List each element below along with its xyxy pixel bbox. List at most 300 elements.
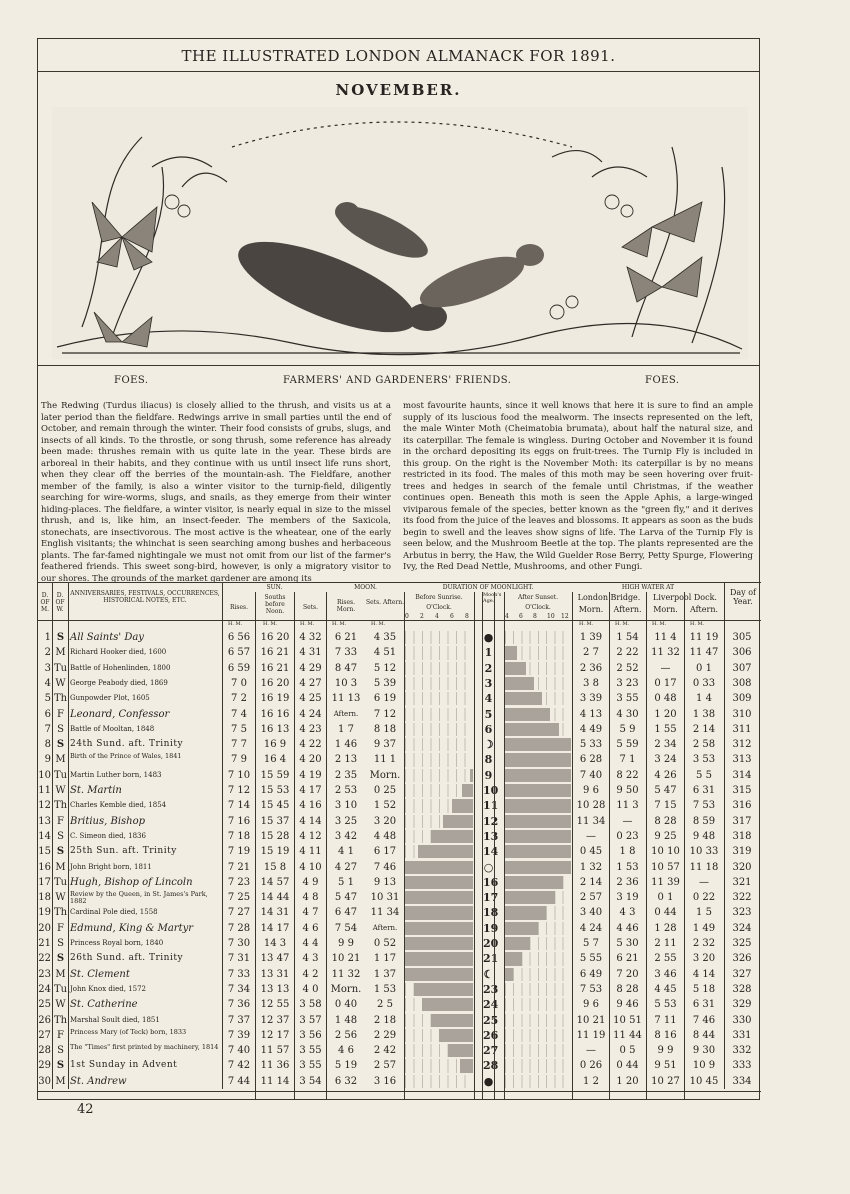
article-right-text: most favourite haunts, since it well knows that here it is sure to find an ample supply of its luscious food the mealworm. The insects represented on the left, the male Winter Moth (Cheimatobia brumata), about half the natural size, and its caterpillar. The female is wingless. During October and November it is found in the orchard depositing its eggs on fruit-trees. The Turnip Fly is included in this group. On the right is the November Moth: its caterpillar is by no means restricted in its food. The males of this moth may be seen hovering over fruit-trees and hedges in search of the female until Christmas, if the weather continues open. Beneath this moth is seen the Apple Aphis, a large-winged viviparous female of the species, better known as the "green fly," and it derives its food from the juice of the leaves and blossoms. It appears as soon as the buds begin to swell and the leaves show signs of life. The Larva of the Turnip Fly is seen below, and the Mushroom Beetle at the top. The plants represented are the Arbutus in berry, the Haw, the Wild Guelder Rose Berry, Petty Spurge, Flowering Ivy, the Red Dead Nettle, Mushrooms, and other Fungi.: [403, 401, 753, 572]
day-of-month: 19: [38, 907, 51, 919]
day-of-week: Th: [53, 907, 68, 919]
moon-rises: 2 13: [334, 754, 358, 766]
article-column-left: [41, 401, 391, 585]
liverpool-aftern: 3 20: [692, 953, 716, 965]
sun-rises: 7 25: [227, 892, 251, 904]
liverpool-morn: 3 24: [654, 754, 677, 766]
day-of-year: 315: [732, 785, 752, 796]
moonlight-grid-before: [405, 646, 473, 659]
day-of-month: 10: [38, 769, 51, 781]
day-of-month: 11: [38, 785, 51, 796]
moonlight-after-bar: [505, 738, 571, 751]
column-rule: [68, 582, 69, 1089]
unit-label: H. M.: [579, 621, 594, 627]
london-bridge-morn: 2 7: [583, 647, 599, 659]
day-of-week: W: [55, 999, 66, 1011]
caption-foes-right: FOES.: [645, 375, 680, 386]
liverpool-aftern: 6 31: [692, 999, 716, 1011]
day-of-month: 12: [38, 800, 51, 812]
sun-rises: 7 33: [227, 968, 251, 980]
liverpool-aftern: 11 18: [689, 861, 719, 873]
moon-sets: 7 12: [373, 708, 397, 720]
day-of-week: Tu: [53, 769, 68, 781]
london-bridge-morn: 3 40: [579, 907, 603, 919]
moon-sets: 6 17: [373, 846, 397, 858]
header-rule: [38, 71, 759, 72]
moon-age: 10: [483, 784, 499, 797]
london-bridge-aftern: 4 30: [616, 708, 639, 720]
anniversary: Edmund, King & Martyr: [70, 922, 194, 934]
london-bridge-morn: 4 49: [579, 723, 603, 735]
day-of-week: M: [55, 968, 66, 980]
moon-rises: 6 47: [334, 907, 358, 919]
th-lb-morn: Morn.: [578, 605, 604, 614]
tick-label: 0: [405, 613, 409, 620]
anniversary: Gunpowder Plot, 1605: [70, 694, 150, 703]
moonlight-grid-before: [405, 738, 473, 751]
th-oclock-after: O'Clock.: [525, 604, 551, 611]
moon-rises: 11 13: [331, 693, 361, 705]
day-of-year: 313: [732, 754, 752, 766]
moonlight-before-bar: [431, 830, 474, 843]
tick-label: 8: [533, 613, 537, 620]
moon-age: 16: [483, 875, 499, 889]
anniversary: Marshal Soult died, 1851: [70, 1015, 160, 1024]
liverpool-aftern: 6 31: [692, 785, 716, 796]
th-ld-morn: Morn.: [653, 605, 678, 614]
london-bridge-morn: 11 34: [576, 815, 606, 827]
moon-rises: 4 27: [334, 861, 358, 873]
caption-foes-left: FOES.: [114, 375, 149, 386]
moon-age: ☽: [483, 738, 494, 752]
day-of-week: Th: [53, 1014, 68, 1026]
london-bridge-aftern: 0 23: [616, 830, 639, 842]
liverpool-aftern: 5 18: [692, 983, 716, 995]
sun-rises: 6 59: [227, 662, 251, 674]
liverpool-morn: 0 17: [654, 677, 677, 689]
unit-label: H. M.: [300, 621, 315, 627]
liverpool-morn: 9 9: [657, 1045, 674, 1057]
sun-sets: 4 31: [299, 647, 322, 659]
london-bridge-aftern: 1 54: [616, 632, 639, 643]
sun-sets: 4 7: [302, 907, 319, 919]
sun-sets: 4 6: [302, 922, 319, 934]
moonlight-after-bar: [505, 937, 530, 950]
moon-age: 21: [483, 952, 499, 966]
moon-sets: 4 35: [373, 632, 397, 643]
th-oclock-before: O'Clock.: [426, 604, 452, 611]
th-moon: MOON.: [354, 584, 377, 591]
london-bridge-aftern: 7 1: [619, 754, 636, 766]
day-of-month: 9: [44, 754, 51, 766]
moonlight-grid-after: [505, 983, 571, 996]
column-rule: [52, 582, 53, 1089]
moonlight-before-bar: [405, 861, 473, 874]
moon-sets: 0 52: [373, 938, 397, 949]
moonlight-after-bar: [505, 815, 571, 828]
anniversary: C. Simeon died, 1836: [70, 831, 146, 840]
column-rule: [494, 592, 495, 1099]
day-of-week: S: [57, 938, 64, 949]
liverpool-aftern: 10 9: [692, 1060, 716, 1072]
moonlight-before-bar: [414, 983, 474, 996]
column-rule: [684, 592, 685, 1099]
anniversary: 26th Sund. aft. Trinity: [70, 953, 184, 964]
liverpool-aftern: 3 53: [692, 754, 716, 766]
sun-rises: 7 18: [227, 830, 251, 842]
moonlight-grid-before: [405, 631, 473, 644]
moon-sets: 0 25: [373, 785, 397, 796]
anniversary: 24th Sund. aft. Trinity: [70, 739, 184, 750]
day-of-week: S: [57, 830, 64, 842]
table-row: [38, 661, 761, 676]
london-bridge-morn: 4 24: [579, 922, 603, 934]
day-of-week: S: [56, 953, 65, 965]
moon-age: 17: [483, 891, 499, 905]
moonlight-before-bar: [431, 1014, 474, 1027]
day-of-year: 318: [732, 830, 752, 842]
th-day-of-month: D. OF M.: [40, 592, 50, 613]
moon-sets: 11 34: [370, 907, 400, 919]
caption-friends: FARMERS' AND GARDENERS' FRIENDS.: [283, 375, 512, 386]
moonlight-grid-after: [505, 998, 571, 1011]
sun-souths: 14 31: [260, 907, 290, 919]
page-header: THE ILLUSTRATED LONDON ALMANACK FOR 1891.: [181, 47, 616, 65]
day-of-year: 327: [732, 968, 752, 980]
london-bridge-aftern: 2 36: [616, 876, 639, 888]
london-bridge-aftern: 4 46: [616, 922, 639, 934]
moonlight-grid-before: [405, 723, 473, 736]
day-of-month: 20: [38, 922, 51, 934]
moon-rises: 3 10: [334, 800, 358, 812]
moonlight-before-bar: [422, 998, 473, 1011]
liverpool-morn: 4 26: [654, 769, 677, 781]
sun-souths: 13 31: [260, 968, 290, 980]
liverpool-aftern: 9 48: [692, 830, 716, 842]
moon-age: 19: [483, 921, 499, 935]
anniversary: 1st Sunday in Advent: [70, 1060, 178, 1071]
th-sun-souths: Souths before Noon.: [264, 594, 286, 615]
sun-sets: 4 16: [299, 800, 322, 812]
th-moonlight: DURATION OF MOONLIGHT.: [442, 584, 534, 591]
anniversary: Princess Mary (of Teck) born, 1833: [70, 1027, 187, 1036]
moon-rises: 10 3: [334, 677, 358, 689]
day-of-year: 322: [732, 892, 752, 904]
day-of-week: Th: [53, 693, 68, 705]
london-bridge-morn: 11 19: [576, 1029, 606, 1041]
sun-souths: 14 17: [260, 922, 290, 934]
table-row: [38, 936, 761, 951]
day-of-month: 21: [38, 938, 51, 949]
sun-rises: 7 39: [227, 1029, 251, 1041]
moonlight-grid-after: [505, 1059, 571, 1072]
moonlight-after-bar: [505, 952, 522, 965]
liverpool-aftern: 11 19: [689, 632, 719, 643]
day-of-year: 331: [732, 1029, 752, 1041]
moonlight-after-bar: [505, 784, 571, 797]
moon-rises: Aftern.: [333, 709, 359, 718]
liverpool-morn: 7 15: [654, 800, 677, 812]
tick-label: 4: [435, 613, 439, 620]
london-bridge-aftern: 5 59: [616, 739, 639, 751]
moonlight-grid-after: [505, 968, 571, 981]
liverpool-aftern: 1 49: [692, 922, 716, 934]
liverpool-aftern: 7 46: [692, 1014, 716, 1026]
day-of-month: 2: [44, 647, 51, 659]
unit-label: H. M.: [615, 621, 630, 627]
birds-insects-illustration: [52, 107, 748, 359]
table-row: [38, 1043, 761, 1058]
tick-label: 6: [519, 613, 523, 620]
day-of-week: S: [56, 739, 65, 751]
day-of-month: 28: [38, 1045, 51, 1057]
sun-sets: 4 2: [302, 968, 319, 980]
london-bridge-morn: 5 33: [579, 739, 603, 751]
moonlight-before-bar: [405, 891, 473, 904]
day-of-week: M: [55, 861, 66, 873]
day-of-week: F: [57, 1029, 64, 1041]
moon-rises: 1 46: [334, 739, 358, 751]
liverpool-aftern: 8 59: [692, 815, 716, 827]
day-of-month: 3: [44, 662, 51, 674]
table-row: [38, 875, 761, 890]
moon-sets: 1 37: [373, 968, 397, 980]
anniversary: Britius, Bishop: [70, 815, 146, 827]
liverpool-morn: 3 46: [654, 968, 677, 980]
moon-sets: 5 39: [373, 677, 397, 689]
london-bridge-aftern: 8 28: [616, 983, 639, 995]
table-row: [38, 890, 761, 905]
sun-souths: 16 4: [263, 754, 287, 766]
sun-rises: 7 19: [227, 846, 251, 858]
london-bridge-morn: 6 49: [579, 968, 603, 980]
moonlight-grid-before: [405, 692, 473, 705]
moon-rises: Morn.: [330, 983, 362, 995]
sun-sets: 4 14: [299, 815, 322, 827]
day-of-week: M: [55, 754, 66, 766]
moon-age: 11: [483, 799, 499, 813]
moon-sets: 6 19: [373, 693, 397, 705]
moonlight-after-bar: [505, 830, 571, 843]
liverpool-aftern: 7 53: [692, 800, 716, 812]
liverpool-aftern: 0 33: [692, 677, 716, 689]
moon-age: 6: [484, 722, 493, 736]
sun-sets: 4 22: [299, 739, 322, 751]
th-anniversaries: ANNIVERSARIES, FESTIVALS, OCCURRENCES, HISTORICAL NOTES, ETC.: [70, 590, 220, 604]
liverpool-aftern: 1 38: [692, 708, 716, 720]
sun-sets: 4 27: [299, 677, 322, 689]
sun-sets: 4 10: [299, 861, 322, 873]
day-of-year: 316: [732, 800, 752, 812]
london-bridge-aftern: 5 9: [619, 723, 636, 735]
day-of-week: Tu: [53, 876, 68, 888]
column-rule: [724, 582, 725, 1089]
th-ld-aftern: Aftern.: [689, 605, 719, 614]
tick-label: 6: [450, 613, 454, 620]
sun-rises: 7 9: [231, 754, 247, 766]
column-rule: [482, 592, 483, 1099]
london-bridge-aftern: 11 44: [613, 1029, 642, 1041]
moon-rises: 1 48: [334, 1014, 358, 1026]
moon-age: 27: [483, 1044, 499, 1058]
london-bridge-morn: 0 45: [579, 846, 603, 858]
sun-sets: 3 55: [299, 1045, 322, 1057]
article-left-text: The Redwing (Turdus iliacus) is closely allied to the thrush, and visits us at a later period than the fieldfare. Redwings arrive in small parties until the end of October, and remain through the winter. Their food consists of grubs, slugs, and insects of all kinds. To the throstle, or song thrush, some reference has already been made: thrushes remain with us quite late in the year. These birds are arboreal in their habits, and they continue with us until insect life runs short, when they clear off the berries of the mountain-ash. The Fieldfare, another member of the family, is also a winter visitor to the turnip-field, diligently searching for wire-worms, slugs, and snails, as they emerge from their winter hiding-places. The fieldfare, a winter visitor, is nearly equal in size to the missel thrush, and is, like him, an insect-feeder. The members of the Saxicola, stonechats, are insectivorous. The most active is the wheatear, one of the early English visitants; the whinchat is seen searching among bushes and herbaceous plants. The far-famed nightingale we must not omit from our list of the farmer's feathered friends. This sweet song-bird, however, is only a migratory visitor to our shores. The grounds of the market gardener are among its: [41, 401, 391, 584]
column-rule: [609, 592, 610, 1099]
moon-age: 24: [483, 998, 499, 1012]
moonlight-after-bar: [505, 753, 571, 766]
london-bridge-aftern: 11 3: [616, 800, 639, 812]
london-bridge-morn: 5 55: [579, 953, 603, 965]
table-row: [38, 691, 761, 706]
anniversary: St. Martin: [70, 785, 122, 796]
anniversary: Review by the Queen, in St. James's Park, 1882: [70, 890, 208, 906]
moonlight-grid-before: [405, 1075, 473, 1088]
th-moon-sets: Sets. Aftern.: [366, 599, 405, 606]
moonlight-after-bar: [505, 723, 559, 736]
th-sun-rises: Rises.: [229, 604, 249, 611]
anniversary: Leonard, Confessor: [70, 708, 170, 720]
sun-souths: 11 57: [260, 1045, 290, 1057]
day-of-year: 308: [732, 677, 752, 689]
moon-rises: 1 7: [338, 723, 354, 735]
moon-age: 8: [484, 753, 493, 767]
unit-label: H. M.: [263, 621, 278, 627]
day-of-year: 325: [732, 938, 752, 949]
column-rule: [294, 592, 295, 1099]
moon-age: 18: [483, 906, 499, 920]
sun-rises: 7 44: [227, 1075, 251, 1087]
moon-rises: 3 42: [334, 830, 358, 842]
london-bridge-morn: 7 40: [579, 769, 603, 781]
day-of-month: 17: [38, 876, 51, 888]
unit-label: H. M.: [652, 621, 667, 627]
moon-age: 3: [484, 676, 493, 690]
moon-sets: 2 18: [373, 1014, 397, 1026]
anniversary: Richard Hooker died, 1600: [70, 648, 167, 657]
day-of-year: 323: [732, 907, 752, 919]
day-of-year: 328: [732, 983, 752, 995]
liverpool-morn: 8 28: [654, 815, 677, 827]
ticks-after: [505, 613, 571, 619]
london-bridge-aftern: 6 21: [616, 953, 639, 965]
sun-souths: 15 37: [260, 815, 290, 827]
moonlight-grid-before: [405, 662, 473, 675]
moon-age: 28: [483, 1059, 499, 1073]
moon-sets: 2 29: [373, 1029, 397, 1041]
sun-souths: 16 16: [260, 708, 290, 720]
sun-souths: 15 45: [260, 800, 290, 812]
table-row: [38, 798, 761, 813]
moonlight-grid-after: [505, 1044, 571, 1057]
th-sun: SUN.: [266, 584, 283, 591]
moonlight-before-bar: [418, 845, 473, 858]
moon-rises: 0 40: [334, 999, 358, 1011]
london-bridge-morn: 10 21: [576, 1014, 606, 1026]
london-bridge-morn: 2 57: [579, 892, 603, 904]
day-of-month: 25: [38, 999, 51, 1011]
anniversary: Hugh, Bishop of Lincoln: [70, 876, 193, 888]
liverpool-aftern: 10 45: [689, 1075, 719, 1087]
moon-rises: 7 54: [334, 922, 358, 934]
liverpool-morn: 0 48: [654, 693, 677, 705]
sun-souths: 16 20: [260, 677, 290, 689]
liverpool-morn: 1 28: [654, 922, 677, 934]
day-of-month: 4: [44, 677, 51, 689]
ticks-before: [405, 613, 473, 619]
moonlight-before-bar: [470, 769, 473, 782]
london-bridge-aftern: 9 50: [616, 785, 639, 796]
moon-age: 23: [483, 982, 499, 996]
moonlight-before-bar: [460, 1059, 473, 1072]
sun-rises: 7 37: [227, 1014, 251, 1026]
moonlight-after-bar: [505, 906, 546, 919]
moon-age: 2: [484, 661, 493, 675]
day-of-year: 311: [732, 723, 752, 735]
moonlight-grid-after: [505, 1075, 571, 1088]
london-bridge-morn: 5 7: [583, 938, 599, 949]
london-bridge-morn: 10 28: [576, 800, 606, 812]
day-of-month: 16: [38, 861, 51, 873]
day-of-year: 332: [732, 1045, 752, 1057]
sun-sets: 4 11: [299, 846, 322, 858]
sun-rises: 7 21: [227, 861, 251, 873]
sun-rises: 7 40: [227, 1045, 251, 1057]
sun-souths: 12 55: [260, 999, 290, 1011]
day-of-month: 7: [44, 723, 51, 735]
day-of-month: 24: [38, 983, 51, 995]
moon-rises: 2 56: [334, 1029, 358, 1041]
london-bridge-morn: —: [586, 1045, 596, 1057]
moonlight-after-bar: [505, 769, 571, 782]
day-of-month: 23: [38, 968, 51, 980]
day-of-week: S: [56, 846, 65, 858]
moon-age: ●: [483, 1074, 494, 1088]
london-bridge-aftern: 3 23: [616, 677, 639, 689]
table-row: [38, 982, 761, 997]
moonlight-before-bar: [405, 906, 473, 919]
sun-souths: 11 14: [260, 1075, 290, 1087]
moon-age: 26: [483, 1028, 499, 1042]
sun-souths: 13 47: [260, 953, 290, 965]
sun-sets: 4 24: [299, 708, 322, 720]
sun-souths: 11 36: [260, 1060, 290, 1072]
sun-rises: 7 42: [227, 1060, 251, 1072]
column-rule: [572, 592, 573, 1099]
day-of-year: 310: [732, 708, 752, 720]
day-of-year: 317: [732, 815, 752, 827]
sun-sets: 4 0: [302, 983, 319, 995]
illustration-rule: [38, 365, 759, 366]
sun-souths: 15 59: [260, 769, 290, 781]
london-bridge-morn: 6 28: [579, 754, 603, 766]
sun-souths: 16 9: [263, 739, 287, 751]
london-bridge-morn: 7 53: [579, 983, 603, 995]
anniversary: 25th Sun. aft. Trinity: [70, 846, 177, 857]
sun-sets: 4 4: [302, 938, 319, 949]
sun-rises: 7 16: [227, 815, 251, 827]
liverpool-morn: 11 32: [651, 647, 680, 659]
liverpool-aftern: 1 5: [696, 907, 712, 919]
london-bridge-aftern: 4 3: [619, 907, 636, 919]
sun-souths: 15 19: [260, 846, 290, 858]
anniversary: All Saints' Day: [70, 632, 144, 643]
liverpool-morn: 2 55: [654, 953, 677, 965]
tick-label: 10: [547, 613, 555, 620]
sun-rises: 7 0: [231, 677, 247, 689]
london-bridge-morn: 2 36: [579, 662, 603, 674]
liverpool-morn: 11 4: [654, 632, 677, 643]
